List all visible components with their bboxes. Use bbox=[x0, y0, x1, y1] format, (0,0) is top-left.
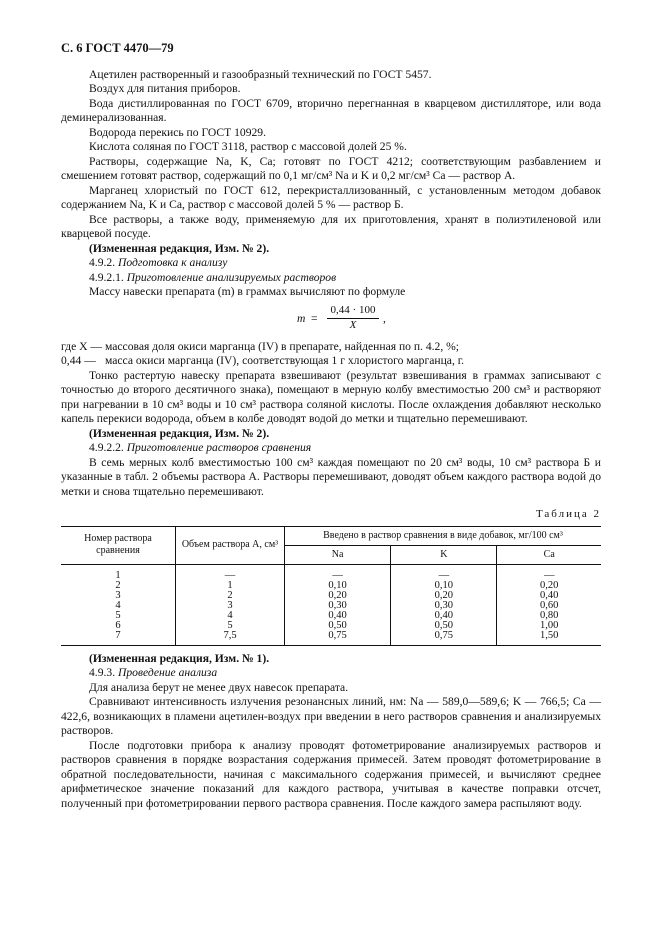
definition-symbol: 0,44 — bbox=[61, 354, 96, 367]
cell-na: 0,20 bbox=[285, 591, 391, 601]
cell-na: 0,40 bbox=[285, 611, 391, 621]
cell-volume: — bbox=[176, 564, 285, 581]
table-row bbox=[61, 621, 601, 631]
column-header-ca: Ca bbox=[497, 545, 601, 564]
section-number: 4.9.2.1. bbox=[89, 270, 124, 284]
paragraph: В семь мерных колб вместимостью 100 см³ каждая помещают по 20 см³ воды, 10 см³ раствора Б и указанные в табл. 2 объемы раствора А. Растворы перемешивают, доводят объем каждого раствора водой до метки и снова тщательно перемешивают. bbox=[61, 455, 601, 498]
formula-definitions bbox=[61, 340, 601, 369]
cell-ca: 1,50 bbox=[497, 631, 601, 646]
section-title: Проведение анализа bbox=[118, 666, 218, 679]
section-title: Приготовление анализируемых растворов bbox=[126, 270, 337, 284]
paragraph: Сравнивают интенсивность излучения резонансных линий, нм: Na — 589,0—589,6; K — 766,5; Ca — 422,6, возникающих в пламени ацетилен-воздух при введении в него растворов сравнения и анализируемых растворов. bbox=[61, 695, 601, 737]
column-header-k: K bbox=[391, 545, 497, 564]
section-title: Приготовление растворов сравнения bbox=[126, 441, 312, 454]
cell-number: 3 bbox=[61, 591, 176, 601]
cell-volume: 5 bbox=[176, 621, 285, 631]
paragraph: Растворы, содержащие Na, K, Ca; готовят по ГОСТ 4212; соответствующим разбавлением и смешением готовят раствор, содержащий по 0,1 мг/см³ Na и K и 0,2 мг/см³ Ca — раствор А. bbox=[61, 154, 601, 182]
section-heading bbox=[61, 271, 601, 286]
column-header-number: Номер раствора сравнения bbox=[61, 526, 176, 564]
cell-number: 7 bbox=[61, 631, 176, 646]
cell-na: — bbox=[285, 564, 391, 581]
table-row bbox=[61, 601, 601, 611]
table-row bbox=[61, 581, 601, 591]
section-title: Подготовка к анализу bbox=[118, 256, 228, 269]
paragraph: После подготовки прибора к анализу проводят фотометрирование анализируемых растворов и растворов сравнения в порядке возрастания содержания примесей. Затем проводят фотометрирование в обратной последовательности, начиная с максимального содержания примесей, и вычисляют среднее арифметическое значение показаний для каждого раствора, учитывая в качестве поправки отсчет, полученный при фотометрировании первого раствора сравнения. После каждого замера распыляют воду. bbox=[61, 738, 601, 810]
cell-volume: 2 bbox=[176, 591, 285, 601]
cell-ca: 0,40 bbox=[497, 591, 601, 601]
paragraph: Вода дистиллированная по ГОСТ 6709, вторично перегнанная в кварцевом дистилляторе, или вода деминерализованная. bbox=[61, 96, 601, 124]
mass-formula bbox=[61, 304, 601, 334]
cell-number: 2 bbox=[61, 581, 176, 591]
edit-note: (Измененная редакция, Изм. № 2). bbox=[89, 241, 270, 255]
cell-na: 0,50 bbox=[285, 621, 391, 631]
cell-number: 1 bbox=[61, 564, 176, 581]
cell-ca: — bbox=[497, 564, 601, 581]
paragraph: Тонко растертую навеску препарата взвешивают (результат взвешивания в граммах записывают с точностью до второго десятичного знака), помещают в мерную колбу вместимостью 200 см³ и растворяют при нагревании в 10 см³ воды и 10 см³ раствора соляной кислоты. После охлаждения добавляют несколько капель перекиси водорода, объем в колбе доводят водой до метки и тщательно перемешивают. bbox=[61, 368, 601, 425]
section-heading bbox=[61, 441, 601, 456]
cell-ca: 0,60 bbox=[497, 601, 601, 611]
column-header-volume: Объем раствора А, см³ bbox=[176, 526, 285, 564]
paragraph: Кислота соляная по ГОСТ 3118, раствор с массовой долей 25 %. bbox=[89, 140, 407, 153]
paragraph: Водорода перекись по ГОСТ 10929. bbox=[89, 125, 266, 139]
formula-equals: = bbox=[311, 311, 318, 325]
definition-text: масса окиси марганца (IV), соответствующая 1 г хлористого марганца, г. bbox=[105, 354, 465, 367]
cell-k: — bbox=[391, 564, 497, 581]
cell-k: 0,50 bbox=[391, 621, 497, 631]
paragraph: Массу навески препарата (m) в граммах вычисляют по формуле bbox=[89, 285, 406, 298]
cell-na: 0,10 bbox=[285, 581, 391, 591]
section-number: 4.9.3. bbox=[89, 666, 116, 679]
formula-fraction bbox=[327, 304, 379, 332]
column-header-na: Na bbox=[285, 545, 391, 564]
cell-na: 0,75 bbox=[285, 631, 391, 646]
section-heading bbox=[61, 666, 601, 681]
section-number: 4.9.2.2. bbox=[89, 441, 124, 454]
cell-ca: 1,00 bbox=[497, 621, 601, 631]
page-header: С. 6 ГОСТ 4470—79 bbox=[61, 41, 174, 55]
reference-solutions-table bbox=[61, 526, 601, 646]
table-row bbox=[61, 611, 601, 621]
section-number: 4.9.2. bbox=[89, 256, 116, 269]
formula-denominator: X bbox=[349, 318, 357, 331]
cell-number: 6 bbox=[61, 621, 176, 631]
paragraph: Все растворы, а также воду, применяемую для их приготовления, хранят в полиэтиленовой или кварцевой посуде. bbox=[61, 212, 601, 240]
cell-k: 0,75 bbox=[391, 631, 497, 646]
document-page bbox=[61, 41, 601, 811]
table-title: Таблица 2 bbox=[535, 508, 601, 520]
cell-volume: 3 bbox=[176, 601, 285, 611]
paragraph: Марганец хлористый по ГОСТ 612, перекристаллизованный, с установленным методом добавок содержанием Na, K и Ca, раствор с массовой долей 5 % — раствор Б. bbox=[61, 183, 601, 211]
table-row bbox=[61, 631, 601, 646]
definition-text: массовая доля окиси марганца (IV) в препарате, найденная по п. 4.2, %; bbox=[105, 339, 460, 353]
cell-ca: 0,20 bbox=[497, 581, 601, 591]
cell-volume: 1 bbox=[176, 581, 285, 591]
paragraph: Для анализа берут не менее двух навесок препарата. bbox=[89, 680, 349, 694]
formula-comma: , bbox=[383, 311, 386, 325]
table-row bbox=[61, 591, 601, 601]
formula-lhs: m bbox=[297, 311, 306, 325]
definition-row bbox=[61, 340, 601, 355]
cell-k: 0,40 bbox=[391, 611, 497, 621]
definition-symbol: где X — bbox=[61, 339, 102, 353]
definition-row bbox=[61, 354, 601, 369]
paragraph: Воздух для питания приборов. bbox=[89, 82, 241, 95]
section-heading bbox=[61, 256, 601, 271]
cell-k: 0,20 bbox=[391, 591, 497, 601]
table-row bbox=[61, 564, 601, 581]
formula-numerator: 0,44 · 100 bbox=[327, 304, 379, 319]
cell-k: 0,30 bbox=[391, 601, 497, 611]
column-header-group: Введено в раствор сравнения в виде добавок, мг/100 см³ bbox=[285, 526, 602, 545]
cell-na: 0,30 bbox=[285, 601, 391, 611]
cell-k: 0,10 bbox=[391, 581, 497, 591]
cell-number: 5 bbox=[61, 611, 176, 621]
edit-note: (Измененная редакция, Изм. № 2). bbox=[89, 426, 270, 440]
paragraph: Ацетилен растворенный и газообразный технический по ГОСТ 5457. bbox=[89, 67, 432, 81]
cell-volume: 4 bbox=[176, 611, 285, 621]
edit-note: (Измененная редакция, Изм. № 1). bbox=[89, 651, 270, 665]
cell-volume: 7,5 bbox=[176, 631, 285, 646]
cell-number: 4 bbox=[61, 601, 176, 611]
cell-ca: 0,80 bbox=[497, 611, 601, 621]
